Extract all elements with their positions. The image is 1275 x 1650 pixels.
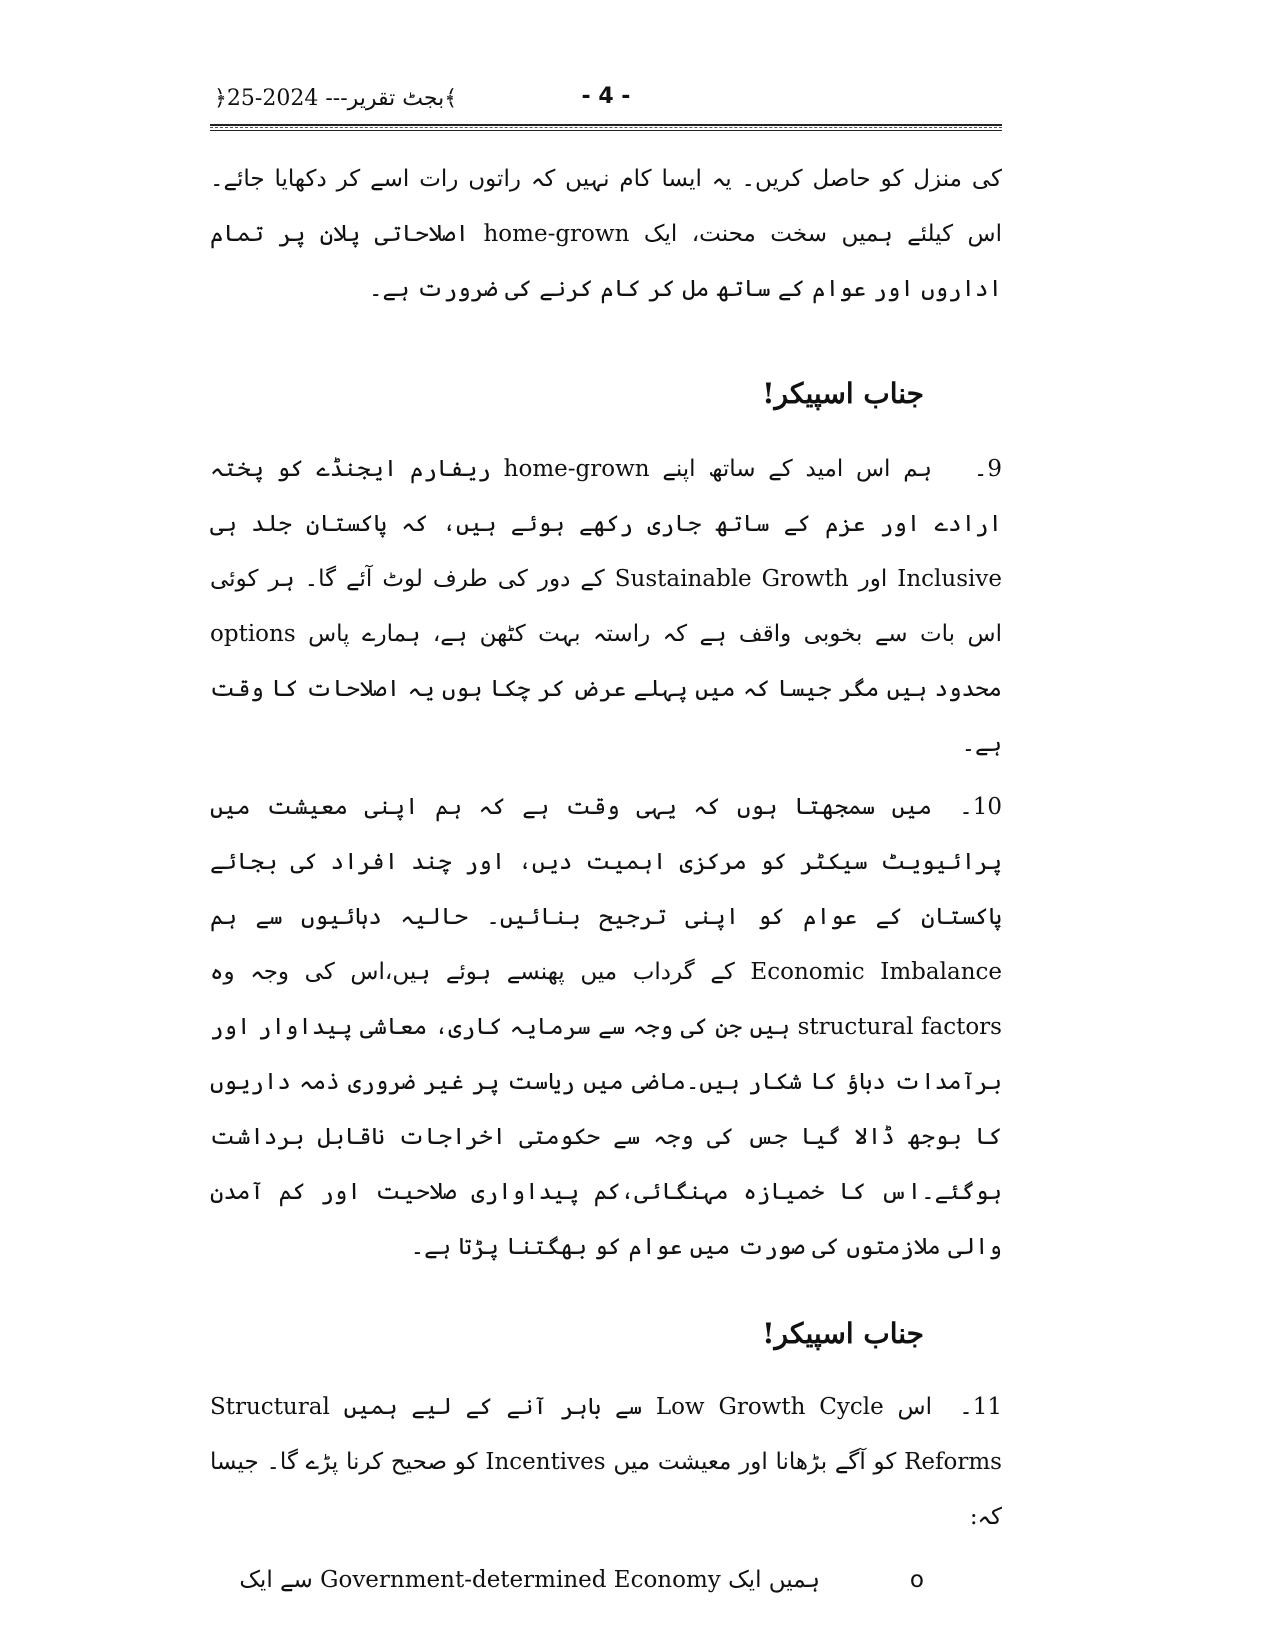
paragraph-text: میں سمجھتا ہوں کہ یہی وقت ہے کہ ہم اپنی معیشت میں پرائیویٹ سیکٹر کو مرکزی اہمیت دیں، اور چند افراد کی بجائے پاکستان کے عوام کو اپنی ترجیح بنائیں۔ حالیہ دہائیوں سے ہم Economic Imbalance کے گرداب میں پھنسے ہوئے ہیں،اس کی وجہ وہ structural factors ہیں جن کی وجہ سے سرمایہ کاری، معاشی پیداوار اور برآمدات دباؤ کا شکار ہیں۔ماضی میں ریاست پر غیر ضروری ذمہ داریوں کا بوجھ ڈالا گیا جس کی وجہ سے حکومتی اخراجات ناقابل برداشت ہوگئے۔اس کا خمیازہ مہنگائی،کم پیداواری صلاحیت اور کم آمدن والی ملازمتوں کی صورت میں عوام کو بھگتنا پڑتا ہے۔: [210, 794, 1002, 1260]
paragraph-10: [210, 780, 1002, 1275]
bullet-item: [210, 1553, 1002, 1608]
document-body: [210, 152, 1002, 1608]
bullet-text: ہمیں ایک Government-determined Economy سے ایک: [239, 1567, 820, 1593]
document-title: ﴿بجٹ تقریر--- 2024-25﴾: [214, 86, 458, 111]
paragraph-text: ہم اس امید کے ساتھ اپنے home-grown ریفارم ایجنڈے کو پختہ ارادے اور عزم کے ساتھ جاری رکھے ہوئے ہیں، کہ پاکستان جلد ہی Inclusive اور Sustainable Growth کے دور کی طرف لوٹ آئے گا۔ ہر کوئی اس بات سے بخوبی واقف ہے کہ راستہ بہت کٹھن ہے، ہمارے پاس options محدود ہیں مگر جیسا کہ میں پہلے عرض کر چکا ہوں یہ اصلاحات کا وقت ہے۔: [210, 456, 1002, 757]
paragraph-11: [210, 1380, 1002, 1545]
page-number: - 4 -: [581, 84, 631, 109]
paragraph-text: اس Low Growth Cycle سے باہر آنے کے لیے ہمیں Structural Reforms کو آگے بڑھانا اور معیشت میں Incentives کو صحیح کرنا پڑے گا۔ جیسا کہ:: [210, 1394, 1002, 1530]
section-heading: جناب اسپیکر!: [762, 1317, 924, 1350]
page-header: [210, 82, 1002, 118]
header-divider: [210, 124, 1002, 131]
paragraph-number: 10۔: [959, 794, 1002, 820]
paragraph-8-continuation: کی منزل کو حاصل کریں۔ یہ ایسا کام نہیں کہ راتوں رات اسے کر دکھایا جائے۔ اس کیلئے ہمیں سخت محنت، ایک home-grown اصلاحاتی پلان پر تمام اداروں اور عوام کے ساتھ مل کر کام کرنے کی ضرورت ہے۔: [210, 166, 1002, 302]
paragraph-9: [210, 442, 1002, 772]
paragraph-number: 11۔: [959, 1394, 1003, 1420]
paragraph-number: 9۔: [973, 456, 1003, 482]
section-heading: جناب اسپیکر!: [762, 377, 924, 410]
bullet-marker: o: [909, 1567, 924, 1593]
